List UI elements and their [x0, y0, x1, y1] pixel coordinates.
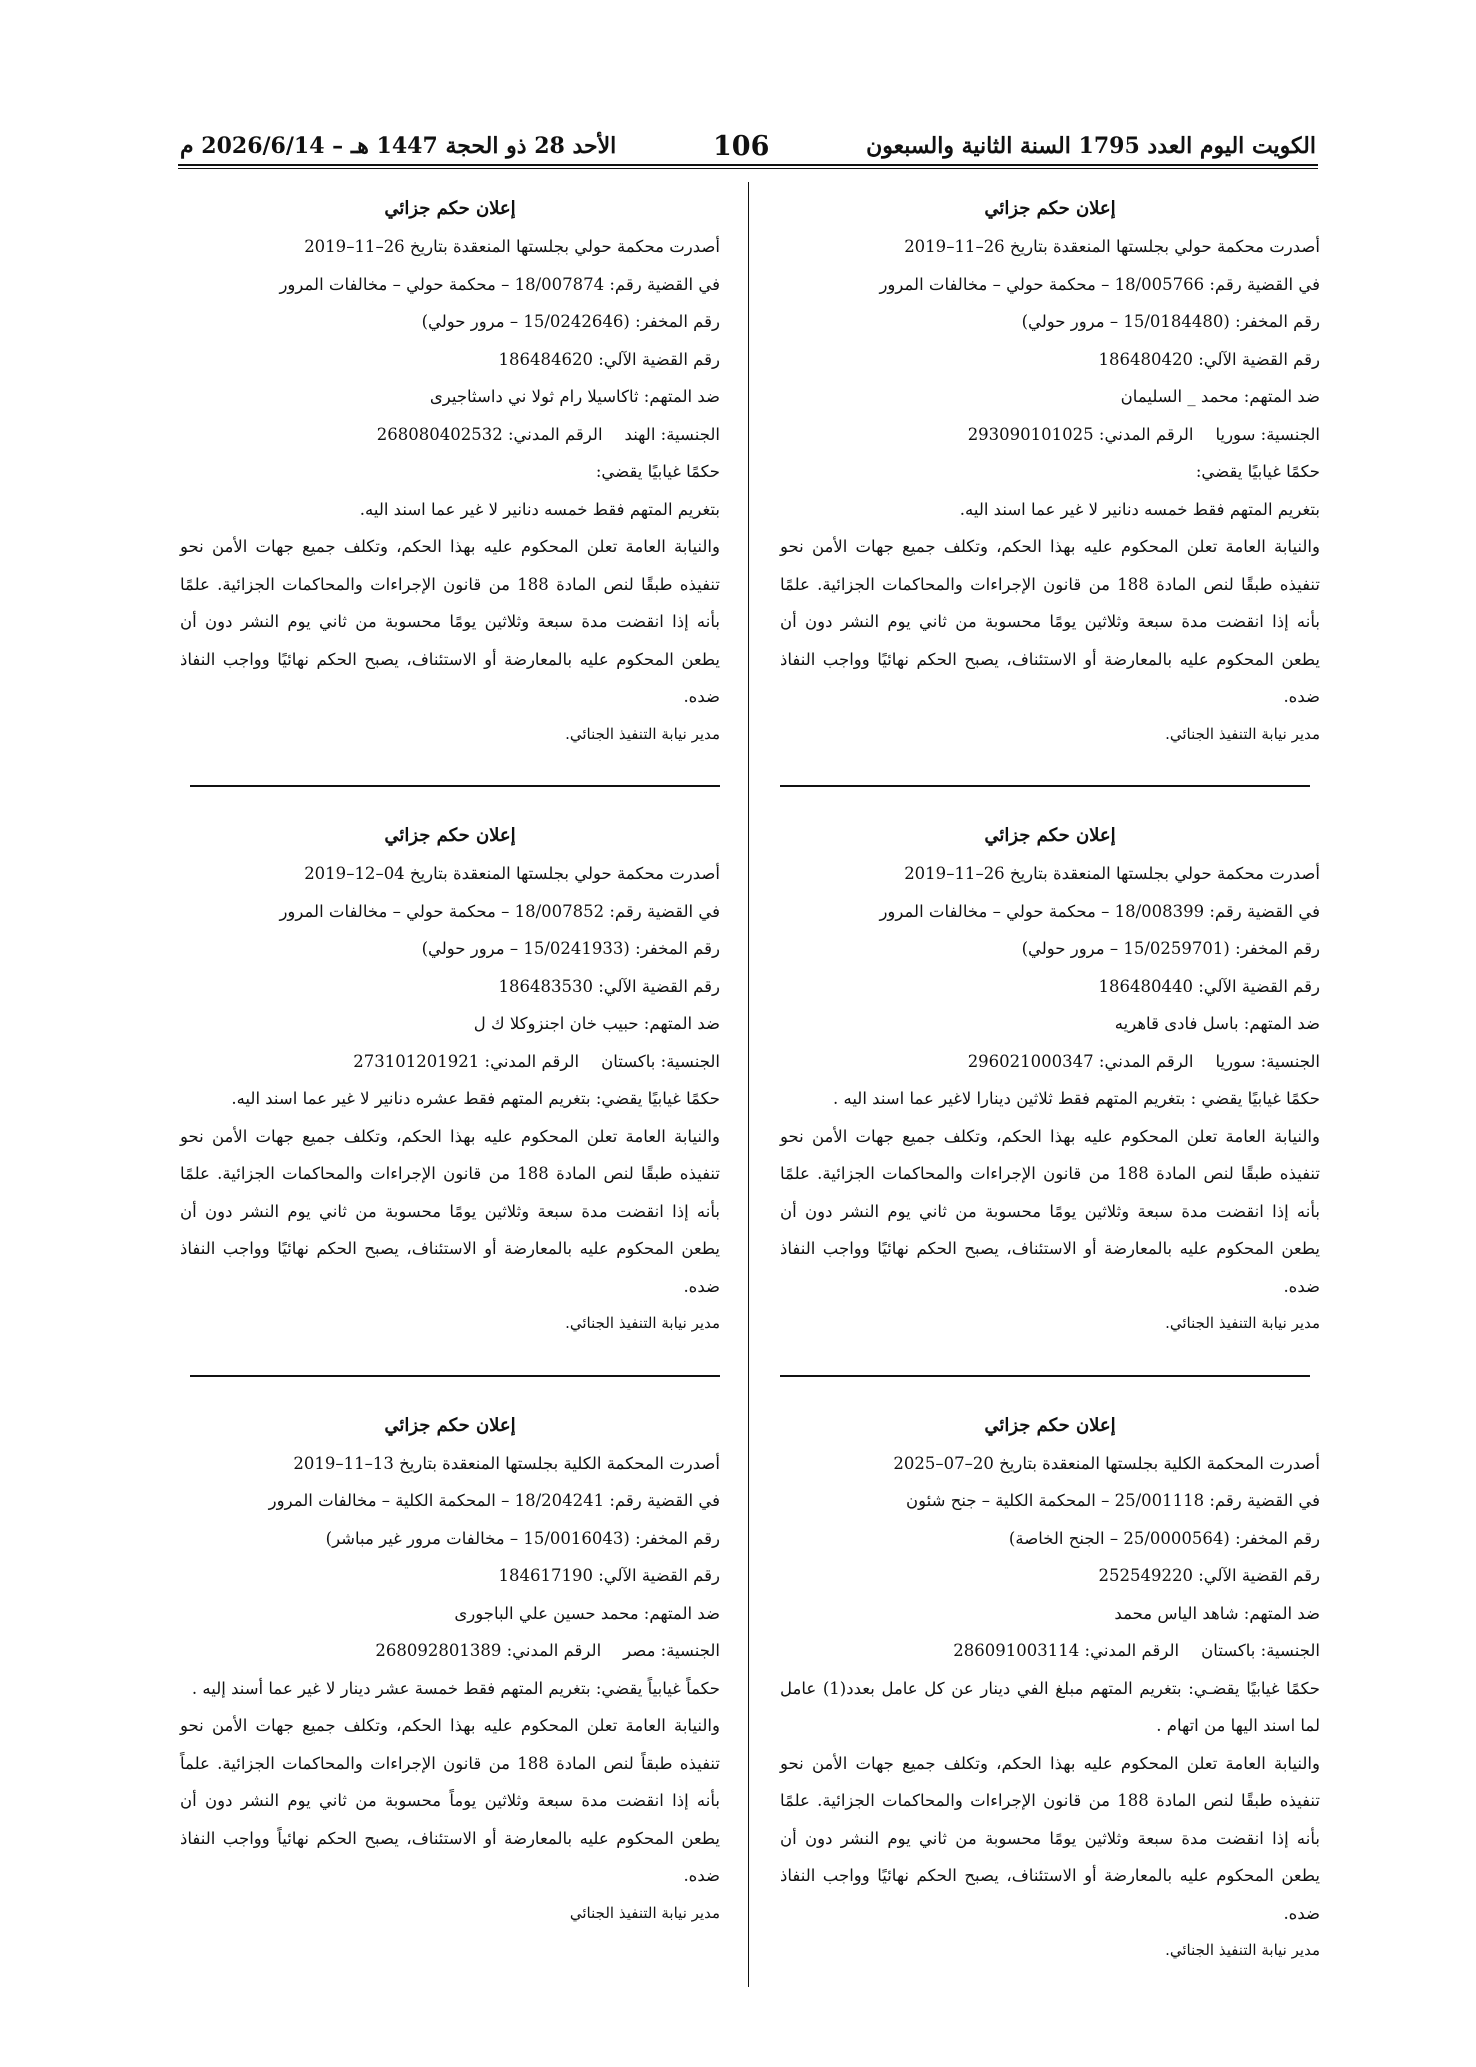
court-session-line: أصدرت محكمة حولي بجلستها المنعقدة بتاريخ 04–12–2019	[304, 864, 720, 883]
police-station-line: رقم المخفر: (15/0241933 – مرور حولي)	[421, 939, 720, 958]
notice-body: والنيابة العامة تعلن المحكوم عليه بهذا الحكم، وتكلف جميع جهات الأمن نحو تنفيذه طبقًا لنص المادة 188 من قانون الإجراءات والمحاكمات الجزائية. علمًا بأنه إذا انقضت مدة سبعة وثلاثين يومًا محسوبة من ثاني يوم النشر دون أن يطعن المحكوم عليه بالمعارضة أو الاستئناف، يصبح الحكم نهائيًا وواجب النفاذ ضده.	[180, 1126, 721, 1296]
signature-line: مدير نيابة التنفيذ الجنائي.	[1165, 724, 1320, 743]
case-number-line: في القضية رقم: 18/008399 – محكمة حولي – مخالفات المرور	[879, 901, 1320, 921]
judgment-notice	[180, 1407, 720, 1933]
notice-title: إعلان حكم جزائي	[984, 825, 1116, 846]
left-column	[180, 190, 720, 1932]
nationality: الجنسية: مصر	[623, 1641, 720, 1660]
notice-body: والنيابة العامة تعلن المحكوم عليه بهذا الحكم، وتكلف جميع جهات الأمن نحو تنفيذه طبقاً لنص المادة 188 من قانون الإجراءات والمحاكمات الجزائية. علماً بأنه إذا انقضت مدة سبعة وثلاثين يوماً محسوبة من ثاني يوم النشر دون أن يطعن المحكوم عليه بالمعارضة أو الاستئناف، يصبح الحكم نهائياً وواجب النفاذ ضده.	[180, 1716, 721, 1885]
civil-id: الرقم المدني: 286091003114	[953, 1641, 1180, 1660]
notice-title: إعلان حكم جزائي	[984, 198, 1116, 219]
signature-line: مدير نيابة التنفيذ الجنائي.	[565, 724, 720, 743]
header-date: الأحد 28 ذو الحجة 1447 هـ – 2026/6/14 م	[180, 133, 617, 159]
civil-id: الرقم المدني: 268080402532	[376, 424, 603, 444]
case-number-line: في القضية رقم: 25/001118 – المحكمة الكلية – جنح شئون	[906, 1491, 1320, 1510]
nationality: الجنسية: باكستان	[601, 1051, 720, 1071]
signature-line: مدير نيابة التنفيذ الجنائي.	[565, 1314, 720, 1332]
civil-id: الرقم المدني: 296021000347	[967, 1051, 1194, 1071]
verdict-line: حكمًا غيابيًا يقضي: بتغريم المتهم فقط عشره دنانير لا غير عما اسند اليه.	[231, 1089, 720, 1108]
court-session-line: أصدرت محكمة حولي بجلستها المنعقدة بتاريخ 26–11–2019	[904, 237, 1320, 256]
verdict-line: حكمًا غيابيًا يقضـي: بتغريم المتهم مبلغ الفي دينار عن كل عامل بعدد(1) عامل لما اسند اليها من اتهام .	[780, 1678, 1320, 1735]
case-number-line: في القضية رقم: 18/007874 – محكمة حولي – مخالفات المرور	[279, 274, 720, 294]
nationality-civil-id-line	[180, 416, 720, 454]
court-session-line: أصدرت المحكمة الكلية بجلستها المنعقدة بتاريخ 20–07–2025	[893, 1453, 1320, 1473]
notice-body: والنيابة العامة تعلن المحكوم عليه بهذا الحكم، وتكلف جميع جهات الأمن نحو تنفيذه طبقًا لنص المادة 188 من قانون الإجراءات والمحاكمات الجزائية. علمًا بأنه إذا انقضت مدة سبعة وثلاثين يومًا محسوبة من ثاني يوم النشر دون أن يطعن المحكوم عليه بالمعارضة أو الاستئناف، يصبح الحكم نهائيًا وواجب النفاذ ضده.	[780, 1753, 1321, 1923]
notice-body: والنيابة العامة تعلن المحكوم عليه بهذا الحكم، وتكلف جميع جهات الأمن نحو تنفيذه طبقًا لنص المادة 188 من قانون الإجراءات والمحاكمات الجزائية. علمًا بأنه إذا انقضت مدة سبعة وثلاثين يومًا محسوبة من ثاني يوم النشر دون أن يطعن المحكوم عليه بالمعارضة أو الاستئناف، يصبح الحكم نهائيًا وواجب النفاذ ضده.	[780, 1126, 1321, 1296]
police-station-line: رقم المخفر: (25/0000564 – الجنح الخاصة)	[1008, 1528, 1320, 1548]
accused-line: ضد المتهم: ثاكاسيلا رام ثولا ني داسثاجيرى	[429, 387, 720, 406]
civil-id: الرقم المدني: 273101201921	[353, 1051, 580, 1071]
police-station-line: رقم المخفر: (15/0242646 – مرور حولي)	[421, 312, 720, 331]
notice-separator	[190, 785, 720, 787]
signature-line: مدير نيابة التنفيذ الجنائي.	[1165, 1314, 1320, 1332]
nationality: الجنسية: باكستان	[1201, 1641, 1320, 1660]
page-number: 106	[713, 130, 770, 162]
verdict-line: حكمًا غيابيًا يقضي:	[595, 462, 720, 481]
sentence-line: بتغريم المتهم فقط خمسه دنانير لا غير عما اسند اليه.	[359, 499, 720, 519]
accused-line: ضد المتهم: شاهد الياس محمد	[1114, 1603, 1320, 1623]
nationality-civil-id-line	[180, 1632, 720, 1670]
column-divider	[748, 182, 749, 1987]
header-rule	[178, 164, 1318, 166]
nationality: الجنسية: سوريا	[1215, 1051, 1320, 1071]
notice-title: إعلان حكم جزائي	[384, 825, 516, 846]
nationality-civil-id-line	[780, 1043, 1320, 1081]
verdict-line: حكماً غيابياً يقضي: بتغريم المتهم فقط خمسة عشر دينار لا غير عما أسند إليه .	[191, 1678, 720, 1698]
auto-case-number-line: رقم القضية الآلي: 252549220	[1098, 1566, 1320, 1585]
notice-title: إعلان حكم جزائي	[984, 1414, 1116, 1436]
signature-line: مدير نيابة التنفيذ الجنائي.	[1165, 1941, 1320, 1959]
case-number-line: في القضية رقم: 18/005766 – محكمة حولي – مخالفات المرور	[879, 274, 1320, 294]
auto-case-number-line: رقم القضية الآلي: 186484620	[498, 349, 720, 369]
accused-line: ضد المتهم: حبيب خان اجنزوكلا ك ل	[473, 1014, 720, 1033]
auto-case-number-line: رقم القضية الآلي: 184617190	[498, 1566, 720, 1585]
judgment-notice	[780, 817, 1320, 1343]
police-station-line: رقم المخفر: (15/0259701 – مرور حولي)	[1021, 939, 1320, 958]
nationality-civil-id-line	[780, 1632, 1320, 1670]
auto-case-number-line: رقم القضية الآلي: 186480440	[1098, 976, 1320, 996]
notice-title: إعلان حكم جزائي	[384, 198, 516, 219]
accused-line: ضد المتهم: باسل فادى قاهريه	[1114, 1014, 1320, 1033]
notice-body: والنيابة العامة تعلن المحكوم عليه بهذا الحكم، وتكلف جميع جهات الأمن نحو تنفيذه طبقًا لنص المادة 188 من قانون الإجراءات والمحاكمات الجزائية. علمًا بأنه إذا انقضت مدة سبعة وثلاثين يومًا محسوبة من ثاني يوم النشر دون أن يطعن المحكوم عليه بالمعارضة أو الاستئناف، يصبح الحكم نهائيًا وواجب النفاذ ضده.	[780, 537, 1321, 706]
verdict-line: حكمًا غيابيًا يقضي:	[1195, 462, 1320, 481]
civil-id: الرقم المدني: 268092801389	[375, 1641, 602, 1660]
judgment-notice	[180, 190, 720, 753]
police-station-line: رقم المخفر: (15/0184480 – مرور حولي)	[1021, 312, 1320, 331]
header-rule-thin	[178, 168, 1318, 169]
notice-body: والنيابة العامة تعلن المحكوم عليه بهذا الحكم، وتكلف جميع جهات الأمن نحو تنفيذه طبقًا لنص المادة 188 من قانون الإجراءات والمحاكمات الجزائية. علمًا بأنه إذا انقضت مدة سبعة وثلاثين يومًا محسوبة من ثاني يوم النشر دون أن يطعن المحكوم عليه بالمعارضة أو الاستئناف، يصبح الحكم نهائيًا وواجب النفاذ ضده.	[180, 537, 721, 706]
nationality: الجنسية: سوريا	[1215, 424, 1320, 444]
judgment-notice	[780, 190, 1320, 753]
court-session-line: أصدرت محكمة حولي بجلستها المنعقدة بتاريخ 26–11–2019	[904, 864, 1320, 883]
case-number-line: في القضية رقم: 18/007852 – محكمة حولي – مخالفات المرور	[279, 901, 720, 921]
accused-line: ضد المتهم: محمد حسين علي الباجورى	[454, 1603, 720, 1623]
judgment-notice	[780, 1407, 1320, 1970]
page-header	[180, 124, 1316, 168]
nationality-civil-id-line	[180, 1043, 720, 1081]
right-column	[780, 190, 1320, 1970]
nationality-civil-id-line	[780, 416, 1320, 454]
police-station-line: رقم المخفر: (15/0016043 – مخالفات مرور غير مباشر)	[325, 1528, 720, 1548]
header-issue-info: الكويت اليوم العدد 1795 السنة الثانية والسبعون	[866, 133, 1316, 159]
court-session-line: أصدرت محكمة حولي بجلستها المنعقدة بتاريخ 26–11–2019	[304, 237, 720, 256]
notice-separator	[190, 1375, 720, 1377]
sentence-line: بتغريم المتهم فقط خمسه دنانير لا غير عما اسند اليه.	[959, 499, 1320, 519]
court-session-line: أصدرت المحكمة الكلية بجلستها المنعقدة بتاريخ 13–11–2019	[293, 1453, 720, 1473]
notice-separator	[780, 1375, 1310, 1377]
notice-separator	[780, 785, 1310, 787]
signature-line: مدير نيابة التنفيذ الجنائي	[569, 1903, 720, 1922]
notice-title: إعلان حكم جزائي	[384, 1414, 516, 1436]
judgment-notice	[180, 817, 720, 1343]
nationality: الجنسية: الهند	[624, 424, 720, 444]
auto-case-number-line: رقم القضية الآلي: 186480420	[1098, 349, 1320, 369]
accused-line: ضد المتهم: محمد _ السليمان	[1120, 387, 1320, 406]
verdict-line: حكمًا غيابيًا يقضي : بتغريم المتهم فقط ثلاثين دينارا لاغير عما اسند اليه .	[832, 1089, 1320, 1108]
case-number-line: في القضية رقم: 18/204241 – المحكمة الكلية – مخالفات المرور	[268, 1491, 720, 1510]
auto-case-number-line: رقم القضية الآلي: 186483530	[498, 976, 720, 996]
civil-id: الرقم المدني: 293090101025	[967, 424, 1194, 444]
